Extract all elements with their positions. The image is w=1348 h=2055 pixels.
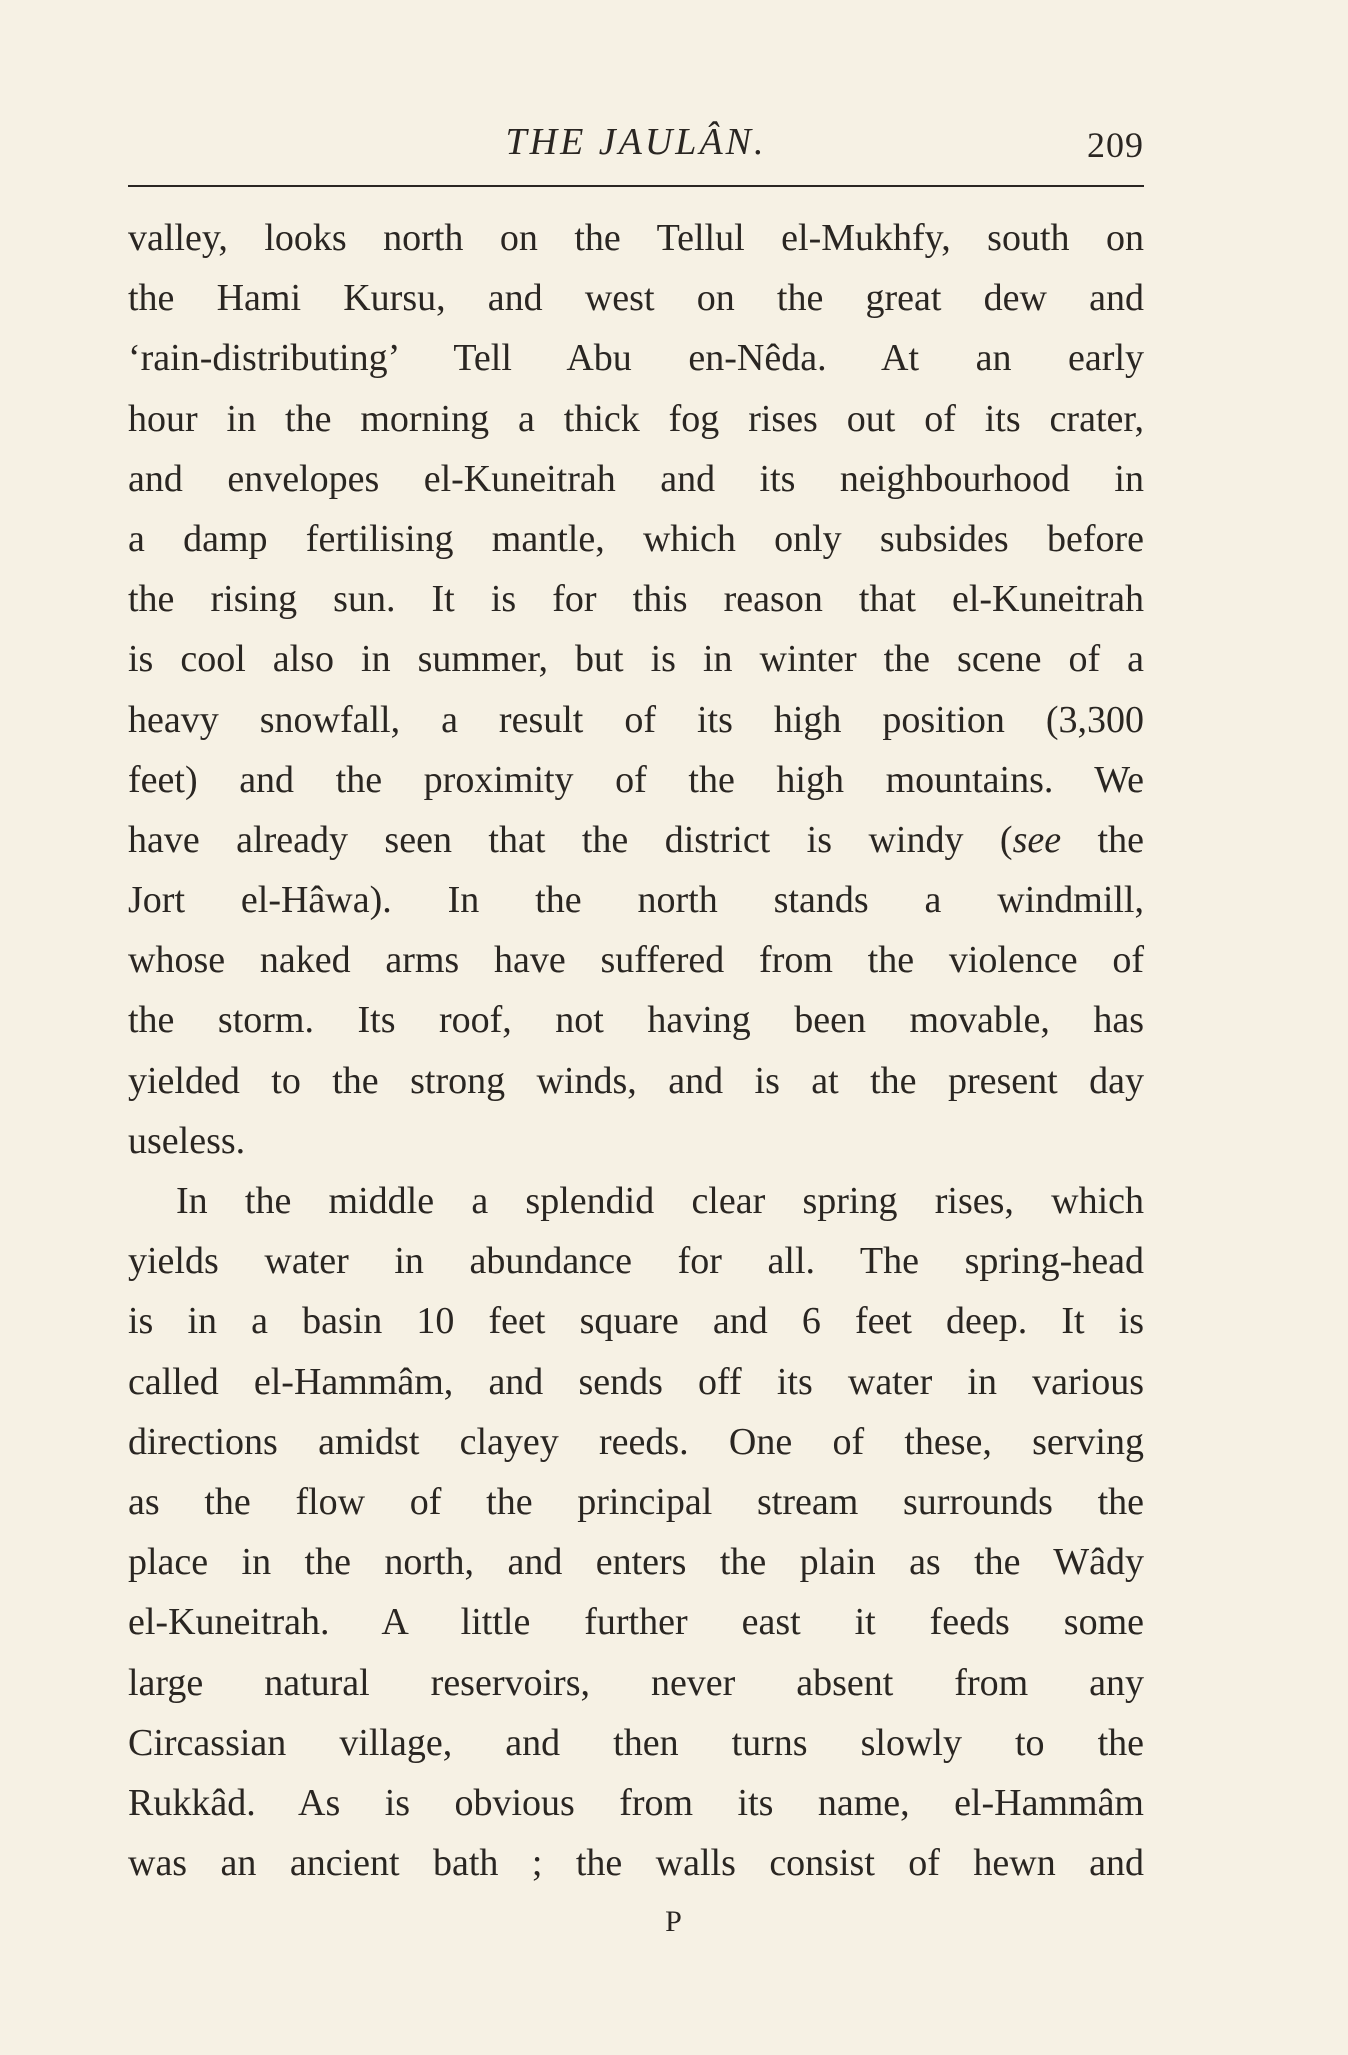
text-line: yields water in abundance for all. The spring-head: [128, 1240, 1144, 1283]
text-line: ‘rain-distributing’ Tell Abu en-Nêda. At an early: [128, 337, 1144, 380]
text-line: directions amidst clayey reeds. One of these, serving: [128, 1420, 1144, 1463]
text-line: large natural reservoirs, never absent from any: [128, 1661, 1144, 1704]
text-line: place in the north, and enters the plain as the Wâdy: [128, 1541, 1144, 1584]
text-line: is cool also in summer, but is in winter the scene of a: [128, 638, 1144, 681]
text-line: feet) and the proximity of the high mountains. We: [128, 758, 1144, 801]
page-number: 209: [1087, 125, 1144, 165]
running-head: [128, 112, 1144, 172]
text-line: useless.: [128, 1119, 246, 1162]
text-line: called el-Hammâm, and sends off its water in various: [128, 1360, 1144, 1403]
text-line: a damp fertilising mantle, which only subsides before: [128, 517, 1144, 560]
header-rule: [128, 185, 1144, 187]
text-line: Jort el-Hâwa). In the north stands a windmill,: [128, 879, 1144, 922]
text-line: the storm. Its roof, not having been movable, has: [128, 999, 1144, 1042]
text-line: hour in the morning a thick fog rises out of its crater,: [128, 397, 1144, 440]
text-line: el-Kuneitrah. A little further east it feeds some: [128, 1601, 1144, 1644]
paragraph-1: [128, 208, 1144, 1171]
text-line: and envelopes el-Kuneitrah and its neighbourhood in: [128, 457, 1144, 500]
text-line: In the middle a splendid clear spring rises, which: [176, 1180, 1144, 1222]
paragraph-2: [128, 1171, 1144, 1893]
text-line: the rising sun. It is for this reason that el-Kuneitrah: [128, 578, 1144, 621]
text-line: heavy snowfall, a result of its high position (3,300: [128, 698, 1144, 741]
signature-mark: P: [665, 1905, 683, 1938]
body-text: [128, 208, 1144, 1893]
text-line: valley, looks north on the Tellul el-Mukhfy, south on: [128, 217, 1144, 259]
text-line: have already seen that the district is windy (see the: [128, 818, 1144, 861]
text-line: whose naked arms have suffered from the violence of: [128, 939, 1144, 982]
text-line: was an ancient bath ; the walls consist of hewn and: [128, 1842, 1144, 1885]
italic-word: see: [1012, 818, 1062, 861]
text-line: is in a basin 10 feet square and 6 feet deep. It is: [128, 1300, 1144, 1343]
text-line: Circassian village, and then turns slowly to the: [128, 1721, 1144, 1764]
text-line: the Hami Kursu, and west on the great dew and: [128, 277, 1144, 320]
running-title: THE JAULÂN.: [505, 121, 767, 163]
text-line: Rukkâd. As is obvious from its name, el-Hammâm: [128, 1781, 1144, 1824]
text-line: as the flow of the principal stream surrounds the: [128, 1480, 1144, 1523]
text-line: yielded to the strong winds, and is at the present day: [128, 1059, 1144, 1102]
